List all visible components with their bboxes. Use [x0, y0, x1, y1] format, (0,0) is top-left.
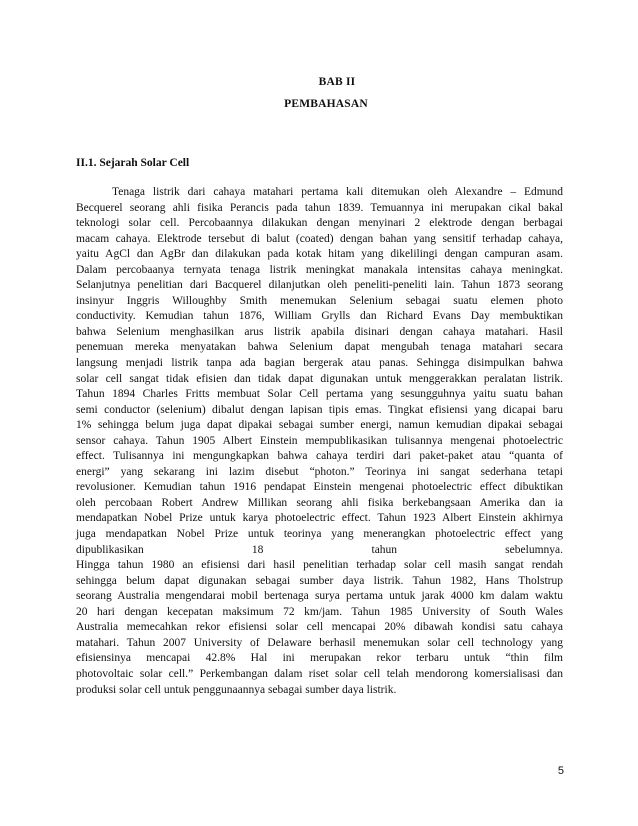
paragraph-line: mendapatkan Nobel Prize untuk karya photoelectric effect. Tahun 1923 Albert Einstein akhirnya — [76, 512, 563, 525]
paragraph-line: conductivity. Kemudian tahun 1876, William Grylls dan Richard Evans Day membuktikan — [76, 310, 563, 323]
paragraph-line: matahari. Tahun 2007 University of Delaware berhasil menemukan solar cell technology yang — [76, 636, 563, 649]
paragraph-line: sehingga belum dapat digunakan sebagai sumber daya listrik. Tahun 1982, Hans Tholstrup — [76, 574, 563, 587]
paragraph-line: yaitu AgCl dan AgBr dan dilakukan pada kotak hitam yang dikelilingi dengan campuran asam. — [76, 248, 563, 261]
paragraph-line: macam cahaya. Elektrode tersebut di balut (coated) dengan bahan yang sensitif terhadap cahaya, — [76, 232, 563, 245]
paragraph-line: photovoltaic solar cell.” Perkembangan dalam riset solar cell telah mendorong komersialisasi dan — [76, 667, 563, 680]
page-number: 5 — [557, 765, 564, 777]
paragraph-line: 20 hari dengan kecepatan maksimum 72 km/jam. Tahun 1985 University of South Wales — [76, 605, 563, 618]
paragraph-line: langsung menjadi listrik tanpa ada bagian bergerak atau panas. Sehingga disimpulkan bahwa — [76, 357, 563, 370]
chapter-number: BAB II — [318, 76, 356, 88]
paragraph-line: produksi solar cell untuk penggunaannya sebagai sumber daya listrik. — [76, 683, 397, 696]
paragraph-line: energi” yang sekarang ini lazim disebut “photon.” Teorinya ini sangat sederhana tetapi — [76, 465, 563, 478]
body-paragraph — [76, 185, 563, 698]
paragraph-line: Tahun 1894 Charles Fritts membuat Solar Cell pertama yang sesungguhnya yaitu suatu bahan — [76, 388, 563, 401]
paragraph-line: Dalam percobaanya ternyata tenaga listrik meningkat manakala intensitas cahaya meningkat. — [76, 263, 563, 276]
paragraph-line: revolusioner. Kemudian tahun 1916 pendapat Einstein mengenai photoelectric effect dibuktikan — [76, 481, 563, 494]
section-heading: II.1. Sejarah Solar Cell — [76, 157, 190, 169]
paragraph-line: teknologi solar cell. Percobaannya dilakukan dengan menyinari 2 elektrode dengan berbagai — [76, 217, 563, 230]
paragraph-line: solar cell sangat tidak efisien dan tidak dapat digunakan untuk menggerakkan peralatan listrik. — [76, 372, 563, 385]
paragraph-line: efisiensinya mencapai 42.8% Hal ini merupakan rekor terbaru untuk “thin film — [76, 652, 563, 665]
paragraph-line: juga mendapatkan Nobel Prize untuk teorinya yang menerangkan photoelectric effect yang — [76, 528, 563, 541]
paragraph-line: 1% sehingga belum juga dapat dipakai sebagai sumber energi, namun kemudian dipakai sebagai — [76, 419, 563, 432]
paragraph-line: penemuan mereka menyatakan bahwa Selenium dapat mengubah tenaga matahari secara — [76, 341, 563, 354]
paragraph-line: Hingga tahun 1980 an efisiensi dari hasil penelitian terhadap solar cell masih sangat rendah — [76, 559, 563, 572]
paragraph-line: Selanjutnya penelitian dari Bacquerel dilanjutkan oleh peneliti-peneliti lain. Tahun 1873 seorang — [76, 279, 563, 292]
paragraph-line: Becquerel seorang ahli fisika Perancis pada tahun 1839. Temuannya ini merupakan cikal bakal — [76, 201, 563, 214]
paragraph-line: Australia memecahkan rekor efisiensi solar cell mencapai 20% dibawah kondisi satu cahaya — [76, 621, 563, 634]
paragraph-line: seorang Australia mengendarai mobil bertenaga surya pertama untuk jarak 4000 km dalam waktu — [76, 590, 563, 603]
paragraph-line: insinyur Inggris Willoughby Smith menemukan Selenium sebagai suatu elemen photo — [76, 294, 563, 307]
paragraph-line: bahwa Selenium menghasilkan arus listrik apabila disinari dengan cahaya matahari. Hasil — [76, 325, 563, 338]
chapter-title: PEMBAHASAN — [284, 98, 368, 110]
paragraph-line: dipublikasikan 18 tahun sebelumnya. — [76, 543, 563, 556]
paragraph-line: semi conductor (selenium) dibalut dengan lapisan tipis emas. Tingkat efisiensi yang dicapai baru — [76, 403, 563, 416]
paragraph-line: oleh percobaan Robert Andrew Millikan seorang ahli fisika berkebangsaan Amerika dan ia — [76, 496, 563, 509]
paragraph-line: sensor cahaya. Tahun 1905 Albert Einstein mempublikasikan tulisannya mengenai photoelectric — [76, 434, 563, 447]
paragraph-line: Tenaga listrik dari cahaya matahari pertama kali ditemukan oleh Alexandre – Edmund — [112, 186, 563, 198]
paragraph-line: effect. Tulisannya ini mengungkapkan bahwa cahaya terdiri dari paket-paket atau “quanta of — [76, 450, 563, 463]
